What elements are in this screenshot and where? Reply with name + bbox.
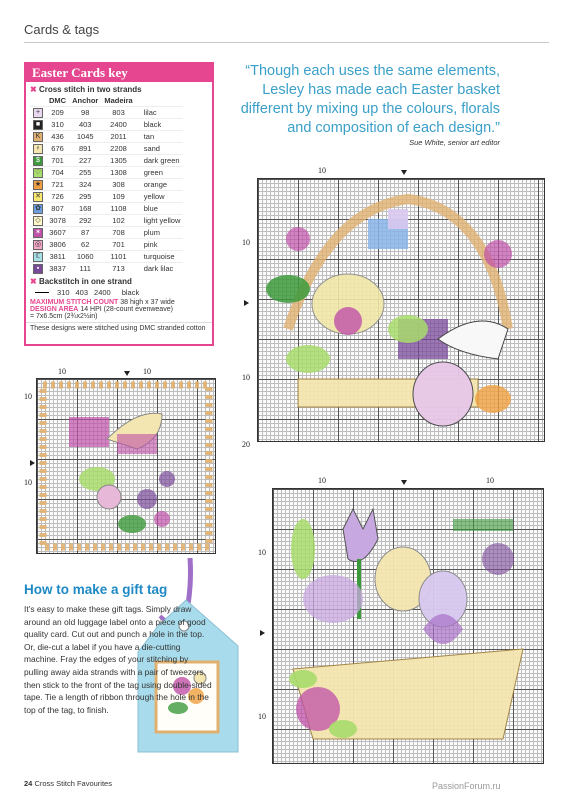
thread-rows	[30, 107, 183, 275]
thread-symbol-icon: ▪	[33, 264, 43, 274]
thread-colour-name: dark green	[136, 155, 184, 167]
design-area-label: DESIGN AREA	[30, 306, 79, 313]
thread-anchor: 1045	[69, 131, 101, 143]
chart-bottom-tick-top-2: 10	[486, 476, 494, 485]
thread-row	[30, 107, 183, 119]
thread-madeira: 109	[101, 191, 135, 203]
backstitch-line-icon	[30, 287, 54, 297]
design-area-value: 14 HPI (28-count evenweave)	[80, 306, 173, 313]
thread-madeira: 2400	[101, 119, 135, 131]
easter-basket-chart-2	[272, 488, 544, 764]
thread-madeira: 2208	[101, 143, 135, 155]
quote-attribution: Sue White, senior art editor	[409, 138, 500, 147]
thread-anchor: 324	[69, 179, 101, 191]
thread-symbol	[30, 227, 46, 239]
thread-row	[30, 215, 183, 227]
key-note: These designs were stitched using DMC stranded cotton	[26, 322, 212, 334]
backstitch-anchor: 403	[75, 287, 89, 297]
thread-row	[30, 143, 183, 155]
thread-symbol	[30, 203, 46, 215]
header-divider	[24, 42, 549, 43]
thread-symbol-icon: ♀	[33, 144, 43, 154]
page-footer	[24, 779, 112, 788]
thread-colour-name: light yellow	[136, 215, 184, 227]
thread-symbol	[30, 119, 46, 131]
thread-dmc: 3837	[46, 263, 69, 275]
thread-colour-name: pink	[136, 239, 184, 251]
chart-top-tick-top: 10	[318, 166, 326, 175]
thread-symbol-icon: ♡	[34, 169, 42, 176]
thread-madeira: 1305	[101, 155, 135, 167]
thread-anchor: 111	[69, 263, 101, 275]
max-stitch-value: 38 high x 37 wide	[120, 299, 175, 306]
thread-row	[30, 167, 183, 179]
thread-symbol-icon: +	[33, 108, 43, 118]
easter-tag-chart	[36, 378, 216, 554]
thread-symbol	[30, 179, 46, 191]
thread-madeira: 308	[101, 179, 135, 191]
chart-artwork	[37, 379, 215, 553]
center-arrow-icon	[260, 630, 265, 636]
center-arrow-icon	[401, 480, 407, 485]
chart-left-tick-top-2: 10	[143, 367, 151, 376]
page-number: 24	[24, 779, 33, 788]
thread-row	[30, 203, 183, 215]
thread-symbol-icon: ◇	[33, 216, 43, 226]
thread-colour-name: black	[136, 119, 184, 131]
thread-madeira: 102	[101, 215, 135, 227]
madeira-col-header: Madeira	[104, 96, 133, 105]
symbol-col-header	[30, 95, 46, 107]
thread-row	[30, 251, 183, 263]
thread-dmc: 436	[46, 131, 69, 143]
thread-anchor: 295	[69, 191, 101, 203]
thread-symbol-icon: K	[33, 132, 43, 142]
thread-colour-name: plum	[136, 227, 184, 239]
thread-row	[30, 191, 183, 203]
thread-madeira: 708	[101, 227, 135, 239]
cross-icon: ✖	[30, 85, 39, 94]
chart-artwork	[273, 489, 543, 763]
thread-row	[30, 179, 183, 191]
thread-dmc: 3806	[46, 239, 69, 251]
thread-madeira: 713	[101, 263, 135, 275]
thread-anchor: 87	[69, 227, 101, 239]
thread-madeira: 1108	[101, 203, 135, 215]
thread-symbol	[30, 143, 46, 155]
thread-madeira: 1101	[101, 251, 135, 263]
thread-row	[30, 239, 183, 251]
chart-left-tick-left-2: 10	[24, 478, 32, 487]
watermark: PassionForum.ru	[432, 781, 501, 791]
thread-colour-name: orange	[136, 179, 184, 191]
thread-anchor: 292	[69, 215, 101, 227]
thread-dmc: 3607	[46, 227, 69, 239]
thread-anchor: 62	[69, 239, 101, 251]
thread-row	[30, 131, 183, 143]
backstitch-table	[30, 287, 142, 297]
thread-anchor: 1060	[69, 251, 101, 263]
thread-madeira: 2011	[101, 131, 135, 143]
max-stitch-label: MAXIMUM STITCH COUNT	[30, 299, 119, 306]
colour-name-col-header	[136, 95, 184, 107]
chart-left-tick-top-1: 10	[58, 367, 66, 376]
thread-row	[30, 119, 183, 131]
cross-icon: ✖	[30, 277, 39, 286]
thread-table	[30, 95, 183, 274]
chart-top-tick-left-1: 10	[242, 238, 250, 247]
thread-symbol-icon: ✶	[33, 228, 43, 238]
magazine-title: Cross Stitch Favourites	[34, 779, 112, 788]
chart-top-tick-left-3: 20	[242, 440, 250, 449]
backstitch-dmc: 310	[57, 287, 70, 297]
chart-left-tick-left-1: 10	[24, 392, 32, 401]
thread-colour-name: dark lilac	[136, 263, 184, 275]
thread-symbol	[30, 167, 46, 179]
thread-colour-name: lilac	[136, 107, 184, 119]
thread-symbol-icon: ◎	[34, 241, 42, 248]
thread-row	[30, 155, 183, 167]
thread-dmc: 209	[46, 107, 69, 119]
chart-bottom-tick-left-1: 10	[258, 548, 266, 557]
thread-symbol	[30, 239, 46, 251]
thread-anchor: 403	[69, 119, 101, 131]
thread-anchor: 891	[69, 143, 101, 155]
howto-body: It’s easy to make these gift tags. Simply draw around an old luggage label onto a piece of good quality card. Cut out and punch a hole in the top. Or, die-cut a label if you have a die-cutting machine. Fray the edges of your stitching by pulling away aida strands with a pair of tweezers, then stick to the front of the tag using double-sided tape. Tie a length of ribbon through the hole in the top of the tag, to finish.	[24, 604, 212, 715]
design-area-size: = 7x6.5cm (2¾x2½in)	[30, 313, 98, 320]
anchor-col-header: Anchor	[72, 96, 99, 105]
section-title: Cards & tags	[24, 22, 100, 37]
backstitch-heading	[26, 274, 212, 287]
thread-colour-name: turquoise	[136, 251, 184, 263]
thread-colour-name: tan	[136, 131, 184, 143]
thread-symbol	[30, 107, 46, 119]
thread-symbol	[30, 251, 46, 263]
thread-anchor: 227	[69, 155, 101, 167]
chart-artwork	[258, 179, 544, 441]
chart-bottom-tick-top-1: 10	[318, 476, 326, 485]
thread-symbol-icon: ✕	[33, 192, 43, 202]
thread-dmc: 721	[46, 179, 69, 191]
thread-dmc: 726	[46, 191, 69, 203]
max-stitch-count	[26, 297, 212, 322]
thread-anchor: 255	[69, 167, 101, 179]
howto-title: How to make a gift tag	[24, 582, 168, 597]
thread-madeira: 701	[101, 239, 135, 251]
thread-dmc: 807	[46, 203, 69, 215]
thread-symbol	[30, 215, 46, 227]
thread-symbol	[30, 131, 46, 143]
center-arrow-icon	[124, 371, 130, 376]
thread-madeira: 803	[101, 107, 135, 119]
dmc-col-header: DMC	[49, 96, 67, 105]
easter-cards-key	[24, 62, 214, 346]
thread-symbol	[30, 263, 46, 275]
thread-row	[30, 227, 183, 239]
thread-colour-name: blue	[136, 203, 184, 215]
center-arrow-icon	[30, 460, 35, 466]
key-title: Easter Cards key	[26, 64, 212, 82]
center-arrow-icon	[401, 170, 407, 175]
thread-dmc: 3078	[46, 215, 69, 227]
thread-row	[30, 263, 183, 275]
thread-anchor: 168	[69, 203, 101, 215]
backstitch-heading-text: Backstitch in one strand	[38, 277, 132, 286]
thread-colour-name: sand	[136, 143, 184, 155]
thread-symbol-icon: ✿	[33, 204, 43, 214]
thread-colour-name: green	[136, 167, 184, 179]
backstitch-name: black	[121, 287, 140, 297]
thread-anchor: 98	[69, 107, 101, 119]
thread-symbol-icon: ★	[34, 181, 42, 188]
thread-colour-name: yellow	[136, 191, 184, 203]
cross-stitch-heading	[26, 82, 212, 95]
easter-basket-chart-1	[257, 178, 545, 442]
thread-symbol	[30, 155, 46, 167]
thread-dmc: 704	[46, 167, 69, 179]
thread-dmc: 701	[46, 155, 69, 167]
thread-symbol	[30, 191, 46, 203]
thread-symbol-icon: ■	[33, 120, 43, 130]
pull-quote: “Though each uses the same elements, Lesley has made each Easter basket different by mixing up the colours, florals and composition of each design.”	[240, 63, 500, 136]
thread-dmc: 676	[46, 143, 69, 155]
thread-dmc: 3811	[46, 251, 69, 263]
chart-top-tick-left-2: 10	[242, 373, 250, 382]
center-arrow-icon	[244, 300, 249, 306]
thread-symbol-icon: ℂ	[33, 252, 43, 262]
thread-dmc: 310	[46, 119, 69, 131]
thread-symbol-icon: $	[33, 156, 43, 166]
cross-stitch-heading-text: Cross stitch in two strands	[38, 85, 142, 94]
backstitch-madeira: 2400	[94, 287, 111, 297]
chart-bottom-tick-left-2: 10	[258, 712, 266, 721]
thread-madeira: 1308	[101, 167, 135, 179]
